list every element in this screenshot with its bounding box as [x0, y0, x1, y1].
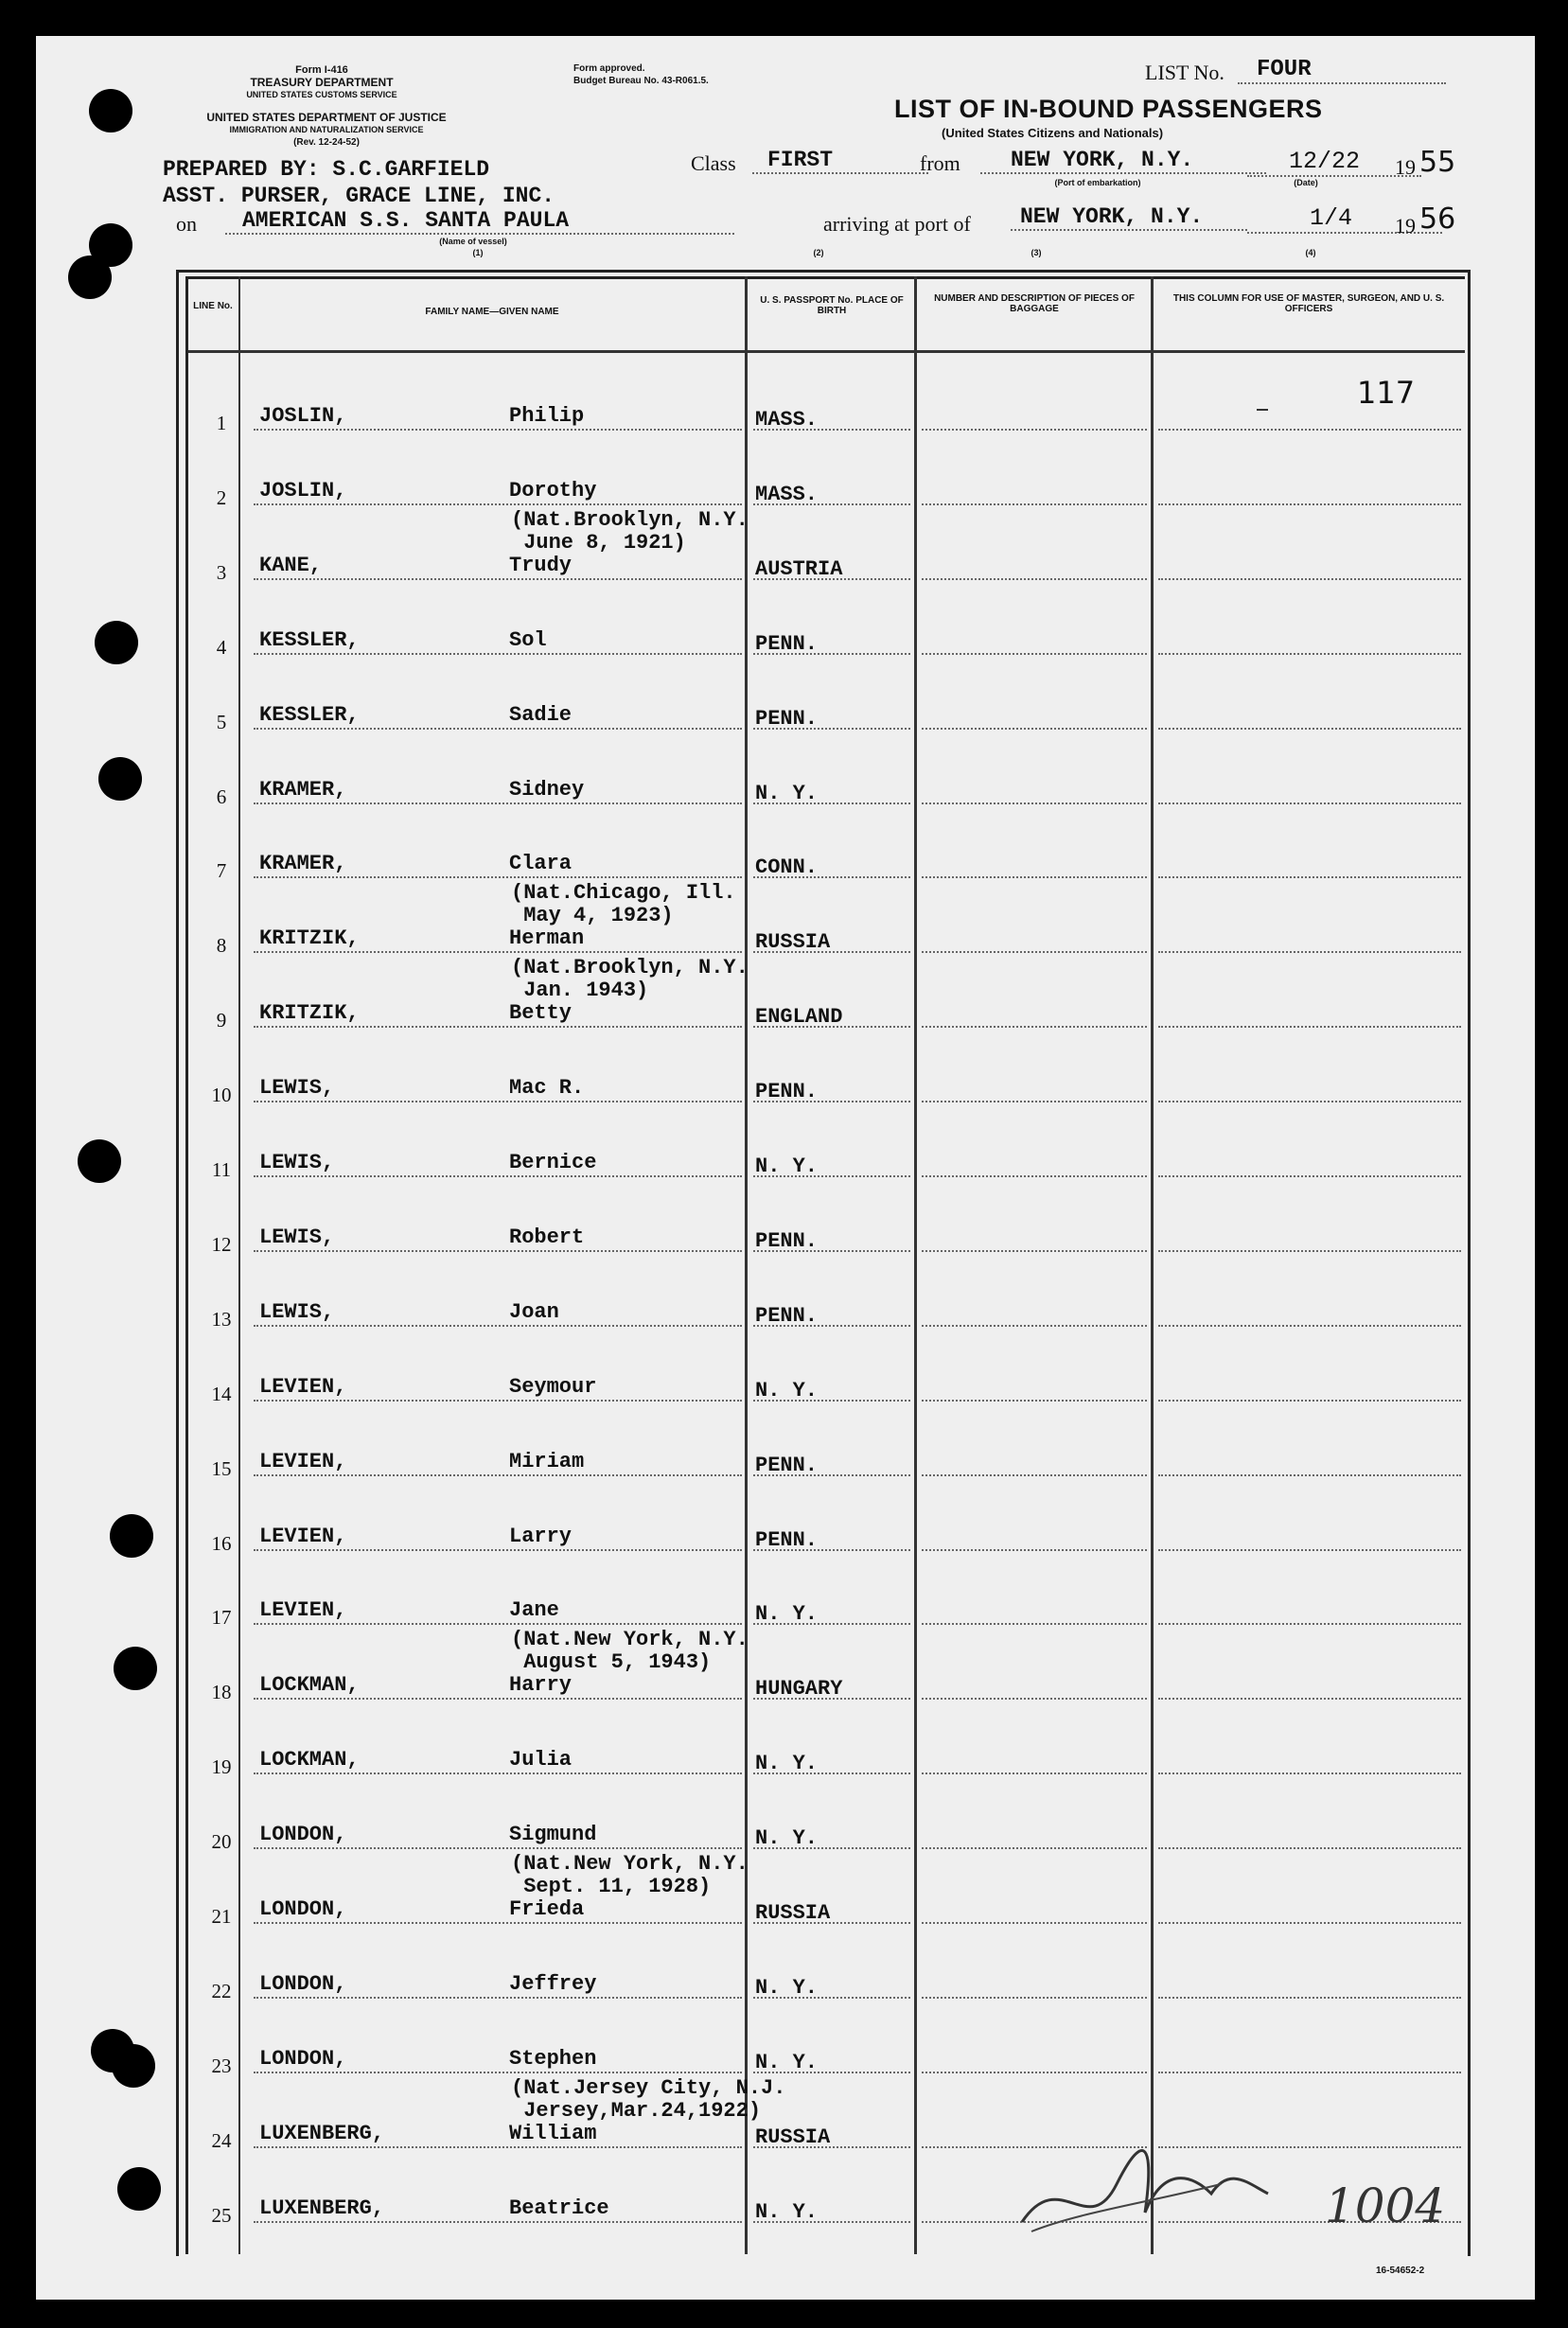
place-of-birth: N. Y.	[755, 2200, 819, 2224]
officer-dash	[1257, 409, 1268, 411]
baggage-dotline	[922, 951, 1147, 953]
class-value: FIRST	[752, 148, 928, 174]
baggage-dotline	[922, 1400, 1147, 1402]
place-of-birth: RUSSIA	[755, 930, 831, 954]
officer-dotline	[1158, 1922, 1461, 1924]
binder-hole	[89, 89, 132, 132]
form-approved: Form approved.	[573, 63, 645, 74]
naturalization-note: (Nat.Brooklyn, N.Y. June 8, 1921)	[511, 508, 749, 555]
given-name: Frieda	[509, 1897, 585, 1921]
place-of-birth: PENN.	[755, 632, 819, 656]
place-of-birth: CONN.	[755, 855, 819, 879]
binder-hole	[78, 1139, 121, 1183]
caption-3: (3)	[1031, 248, 1042, 257]
from-date: 12/22	[1247, 148, 1421, 177]
officer-dotline	[1158, 802, 1461, 804]
birth-dotline	[753, 2072, 910, 2073]
customs-service: UNITED STATES CUSTOMS SERVICE	[246, 90, 397, 99]
family-name: JOSLIN,	[259, 479, 347, 503]
place-of-birth: N. Y.	[755, 1752, 819, 1775]
birth-dotline	[753, 1101, 910, 1102]
birth-dotline	[753, 802, 910, 804]
officer-dotline	[1158, 1250, 1461, 1252]
place-of-birth: PENN.	[755, 1080, 819, 1103]
birth-dotline	[753, 728, 910, 730]
family-name: LEWIS,	[259, 1300, 335, 1324]
baggage-dotline	[922, 1101, 1147, 1102]
naturalization-note: (Nat.New York, N.Y. August 5, 1943)	[511, 1628, 749, 1674]
line-number: 18	[211, 1681, 232, 1703]
list-label: LIST No.	[1145, 61, 1224, 84]
purser-line: ASST. PURSER, GRACE LINE, INC.	[163, 184, 555, 208]
officer-dotline	[1158, 1325, 1461, 1327]
name-dotline	[254, 1474, 742, 1476]
family-name: LONDON,	[259, 1897, 347, 1921]
officer-dotline	[1158, 503, 1461, 505]
name-dotline	[254, 2072, 742, 2073]
name-dotline	[254, 1922, 742, 1924]
class-label: Class	[691, 151, 736, 175]
baggage-dotline	[922, 1847, 1147, 1849]
place-of-birth: N. Y.	[755, 1379, 819, 1402]
list-number: FOUR	[1238, 57, 1446, 84]
family-name: JOSLIN,	[259, 404, 347, 428]
signature-number: 1004	[1325, 2178, 1446, 2233]
name-dotline	[254, 1175, 742, 1177]
officer-dotline	[1158, 1698, 1461, 1700]
caption-1: (1)	[472, 248, 484, 257]
birth-dotline	[753, 1623, 910, 1625]
place-of-birth: N. Y.	[755, 1826, 819, 1850]
family-name: KRAMER,	[259, 778, 347, 802]
given-name: Miriam	[509, 1450, 585, 1473]
birth-dotline	[753, 1772, 910, 1774]
col-rule-passport	[914, 276, 917, 2254]
birth-dotline	[753, 1698, 910, 1700]
col-header-name: FAMILY NAME—GIVEN NAME	[425, 307, 559, 317]
page-subtitle: (United States Citizens and Nationals)	[942, 126, 1164, 140]
place-of-birth: PENN.	[755, 1229, 819, 1253]
family-name: LEVIEN,	[259, 1525, 347, 1548]
place-of-birth: RUSSIA	[755, 2125, 831, 2149]
budget-bureau: Budget Bureau No. 43-R061.5.	[573, 76, 709, 86]
page-title: LIST OF IN-BOUND PASSENGERS	[894, 95, 1323, 123]
line-number: 22	[211, 1980, 232, 2002]
baggage-dotline	[922, 876, 1147, 878]
family-name: LONDON,	[259, 1823, 347, 1846]
name-dotline	[254, 1250, 742, 1252]
col-header-line: LINE No.	[193, 301, 233, 311]
from-port-caption: (Port of embarkation)	[1054, 178, 1141, 187]
given-name: Julia	[509, 1748, 573, 1772]
baggage-dotline	[922, 429, 1147, 431]
line-number: 5	[216, 711, 227, 733]
officer-dotline	[1158, 2072, 1461, 2073]
name-dotline	[254, 951, 742, 953]
family-name: LONDON,	[259, 1972, 347, 1996]
binder-hole	[98, 757, 142, 801]
baggage-dotline	[922, 1474, 1147, 1476]
line-number: 14	[211, 1383, 232, 1405]
from-year: 55	[1419, 146, 1456, 179]
baggage-dotline	[922, 578, 1147, 580]
given-name: Betty	[509, 1001, 573, 1025]
form-number: Form I-416	[295, 64, 348, 76]
place-of-birth: MASS.	[755, 408, 819, 432]
officer-dotline	[1158, 876, 1461, 878]
place-of-birth: RUSSIA	[755, 1901, 831, 1925]
given-name: Jane	[509, 1598, 559, 1622]
place-of-birth: N. Y.	[755, 1602, 819, 1626]
place-of-birth: HUNGARY	[755, 1677, 843, 1701]
baggage-dotline	[922, 653, 1147, 655]
officer-dotline	[1158, 653, 1461, 655]
baggage-dotline	[922, 1250, 1147, 1252]
name-dotline	[254, 1772, 742, 1774]
birth-dotline	[753, 1400, 910, 1402]
place-of-birth: N. Y.	[755, 782, 819, 805]
baggage-dotline	[922, 1549, 1147, 1551]
birth-dotline	[753, 429, 910, 431]
line-number: 17	[211, 1606, 232, 1629]
prepared-by: PREPARED BY: S.C.GARFIELD	[163, 157, 490, 182]
col-rule-baggage	[1151, 276, 1154, 2254]
line-number: 7	[216, 859, 227, 882]
binder-hole	[112, 2044, 155, 2088]
birth-dotline	[753, 578, 910, 580]
line-number: 21	[211, 1905, 232, 1928]
place-of-birth: PENN.	[755, 1528, 819, 1552]
name-dotline	[254, 1400, 742, 1402]
place-of-birth: N. Y.	[755, 2051, 819, 2074]
family-name: LEVIEN,	[259, 1450, 347, 1473]
baggage-dotline	[922, 1026, 1147, 1028]
line-number: 8	[216, 934, 227, 957]
family-name: KRAMER,	[259, 852, 347, 875]
given-name: Seymour	[509, 1375, 597, 1399]
caption-2: (2)	[813, 248, 824, 257]
birth-dotline	[753, 1997, 910, 1999]
given-name: Stephen	[509, 2047, 597, 2071]
from-label: from	[920, 151, 960, 175]
vessel-name: AMERICAN S.S. SANTA PAULA	[225, 208, 734, 235]
name-dotline	[254, 1997, 742, 1999]
place-of-birth: PENN.	[755, 707, 819, 731]
officer-dotline	[1158, 1026, 1461, 1028]
name-dotline	[254, 1623, 742, 1625]
ins-service: IMMIGRATION AND NATURALIZATION SERVICE	[229, 125, 424, 134]
officer-dotline	[1158, 429, 1461, 431]
given-name: Sidney	[509, 778, 585, 802]
treasury-dept: TREASURY DEPARTMENT	[250, 76, 394, 89]
officer-dotline	[1158, 1400, 1461, 1402]
family-name: KESSLER,	[259, 703, 360, 727]
birth-dotline	[753, 503, 910, 505]
name-dotline	[254, 2221, 742, 2223]
given-name: Harry	[509, 1673, 573, 1697]
officer-dotline	[1158, 1772, 1461, 1774]
family-name: KESSLER,	[259, 628, 360, 652]
naturalization-note: (Nat.New York, N.Y. Sept. 11, 1928)	[511, 1852, 749, 1898]
family-name: KANE,	[259, 554, 323, 577]
given-name: Bernice	[509, 1151, 597, 1174]
officer-signature	[1003, 2127, 1476, 2250]
family-name: LOCKMAN,	[259, 1673, 360, 1697]
line-number: 11	[211, 1158, 232, 1181]
given-name: Trudy	[509, 554, 573, 577]
naturalization-note: (Nat.Brooklyn, N.Y. Jan. 1943)	[511, 956, 749, 1002]
arrival-year-prefix: 19	[1395, 214, 1416, 238]
arriving-label: arriving at port of	[823, 212, 971, 236]
naturalization-note: (Nat.Chicago, Ill. May 4, 1923)	[511, 881, 736, 927]
given-name: Sadie	[509, 703, 573, 727]
place-of-birth: MASS.	[755, 483, 819, 506]
given-name: Herman	[509, 926, 585, 950]
naturalization-note: (Nat.Jersey City, N.J. Jersey,Mar.24,1922)	[511, 2076, 786, 2123]
family-name: LONDON,	[259, 2047, 347, 2071]
date-caption: (Date)	[1294, 178, 1318, 187]
from-year-prefix: 19	[1395, 155, 1416, 179]
name-dotline	[254, 429, 742, 431]
on-label: on	[176, 212, 197, 236]
officer-dotline	[1158, 578, 1461, 580]
officer-mark: 117	[1357, 375, 1416, 411]
name-dotline	[254, 1698, 742, 1700]
family-name: LOCKMAN,	[259, 1748, 360, 1772]
col-header-passport: U. S. PASSPORT No. PLACE OF BIRTH	[760, 295, 904, 316]
form-header-agencies	[161, 64, 483, 101]
caption-4: (4)	[1305, 248, 1316, 257]
birth-dotline	[753, 653, 910, 655]
name-dotline	[254, 578, 742, 580]
family-name: LEVIEN,	[259, 1598, 347, 1622]
given-name: Beatrice	[509, 2196, 609, 2220]
birth-dotline	[753, 1250, 910, 1252]
officer-dotline	[1158, 1474, 1461, 1476]
birth-dotline	[753, 1325, 910, 1327]
birth-dotline	[753, 1922, 910, 1924]
officer-dotline	[1158, 1101, 1461, 1102]
family-name: LUXENBERG,	[259, 2196, 385, 2220]
name-dotline	[254, 1101, 742, 1102]
officer-dotline	[1158, 951, 1461, 953]
name-dotline	[254, 1847, 742, 1849]
binder-hole	[95, 621, 138, 664]
name-dotline	[254, 653, 742, 655]
given-name: William	[509, 2122, 597, 2145]
name-dotline	[254, 1026, 742, 1028]
line-number: 25	[211, 2204, 232, 2227]
birth-dotline	[753, 2221, 910, 2223]
footer-code: 16-54652-2	[1376, 2266, 1425, 2276]
officer-dotline	[1158, 1549, 1461, 1551]
line-number: 9	[216, 1009, 227, 1032]
line-number: 23	[211, 2055, 232, 2077]
header-rule	[185, 350, 1465, 353]
given-name: Joan	[509, 1300, 559, 1324]
col-rule-name	[745, 276, 748, 2254]
given-name: Mac R.	[509, 1076, 585, 1100]
line-number: 3	[216, 561, 227, 584]
line-number: 19	[211, 1755, 232, 1778]
given-name: Sol	[509, 628, 547, 652]
officer-dotline	[1158, 1175, 1461, 1177]
family-name: KRITZIK,	[259, 1001, 360, 1025]
family-name: LEVIEN,	[259, 1375, 347, 1399]
name-dotline	[254, 503, 742, 505]
place-of-birth: N. Y.	[755, 1976, 819, 2000]
birth-dotline	[753, 951, 910, 953]
name-dotline	[254, 1325, 742, 1327]
col-header-baggage: NUMBER AND DESCRIPTION OF PIECES OF BAGGAGE	[934, 293, 1135, 314]
place-of-birth: AUSTRIA	[755, 557, 843, 581]
table-top-rule	[185, 276, 1465, 279]
arrival-date: 1/4	[1247, 204, 1442, 234]
baggage-dotline	[922, 1175, 1147, 1177]
baggage-dotline	[922, 728, 1147, 730]
name-dotline	[254, 728, 742, 730]
baggage-dotline	[922, 1325, 1147, 1327]
binder-hole	[114, 1647, 157, 1690]
baggage-dotline	[922, 1772, 1147, 1774]
signature-underline	[1031, 2184, 1221, 2231]
baggage-dotline	[922, 2072, 1147, 2073]
place-of-birth: N. Y.	[755, 1155, 819, 1178]
officer-dotline	[1158, 1997, 1461, 1999]
birth-dotline	[753, 876, 910, 878]
line-number: 2	[216, 486, 227, 509]
birth-dotline	[753, 1847, 910, 1849]
line-number: 1	[216, 412, 227, 434]
vessel-caption: (Name of vessel)	[439, 237, 507, 246]
line-number: 6	[216, 785, 227, 808]
line-number: 20	[211, 1830, 232, 1853]
binder-hole	[110, 1514, 153, 1558]
name-dotline	[254, 1549, 742, 1551]
arrival-port: NEW YORK, N.Y.	[1011, 204, 1247, 231]
birth-dotline	[753, 2146, 910, 2148]
justice-block	[166, 112, 487, 149]
arrival-year: 56	[1419, 203, 1456, 236]
officer-dotline	[1158, 728, 1461, 730]
baggage-dotline	[922, 503, 1147, 505]
binder-hole	[117, 2167, 161, 2211]
line-number: 12	[211, 1233, 232, 1256]
family-name: LEWIS,	[259, 1076, 335, 1100]
family-name: KRITZIK,	[259, 926, 360, 950]
birth-dotline	[753, 1549, 910, 1551]
line-number: 10	[211, 1084, 232, 1106]
name-dotline	[254, 2146, 742, 2148]
given-name: Philip	[509, 404, 585, 428]
given-name: Clara	[509, 852, 573, 875]
binder-hole	[68, 256, 112, 299]
given-name: Jeffrey	[509, 1972, 597, 1996]
baggage-dotline	[922, 1997, 1147, 1999]
officer-dotline	[1158, 1623, 1461, 1625]
name-dotline	[254, 876, 742, 878]
place-of-birth: ENGLAND	[755, 1005, 843, 1029]
birth-dotline	[753, 1474, 910, 1476]
baggage-dotline	[922, 1623, 1147, 1625]
line-number: 4	[216, 636, 227, 659]
birth-dotline	[753, 1175, 910, 1177]
place-of-birth: PENN.	[755, 1454, 819, 1477]
family-name: LUXENBERG,	[259, 2122, 385, 2145]
birth-dotline	[753, 1026, 910, 1028]
family-name: LEWIS,	[259, 1151, 335, 1174]
given-name: Larry	[509, 1525, 573, 1548]
line-number: 24	[211, 2129, 232, 2152]
signature-stroke	[1022, 2150, 1268, 2222]
line-number: 13	[211, 1308, 232, 1331]
baggage-dotline	[922, 802, 1147, 804]
justice-dept: UNITED STATES DEPARTMENT OF JUSTICE	[206, 111, 447, 124]
name-dotline	[254, 802, 742, 804]
given-name: Sigmund	[509, 1823, 597, 1846]
given-name: Robert	[509, 1226, 585, 1249]
place-of-birth: PENN.	[755, 1304, 819, 1328]
family-name: LEWIS,	[259, 1226, 335, 1249]
baggage-dotline	[922, 1698, 1147, 1700]
baggage-dotline	[922, 1922, 1147, 1924]
line-number: 16	[211, 1532, 232, 1555]
revision: (Rev. 12-24-52)	[293, 137, 360, 148]
officer-dotline	[1158, 1847, 1461, 1849]
col-header-officers: THIS COLUMN FOR USE OF MASTER, SURGEON, AND U. S. OFFICERS	[1172, 293, 1445, 314]
from-port: NEW YORK, N.Y.	[980, 148, 1266, 174]
approval-block	[573, 62, 709, 87]
given-name: Dorothy	[509, 479, 597, 503]
line-number: 15	[211, 1457, 232, 1480]
col-rule-left	[185, 276, 188, 2254]
